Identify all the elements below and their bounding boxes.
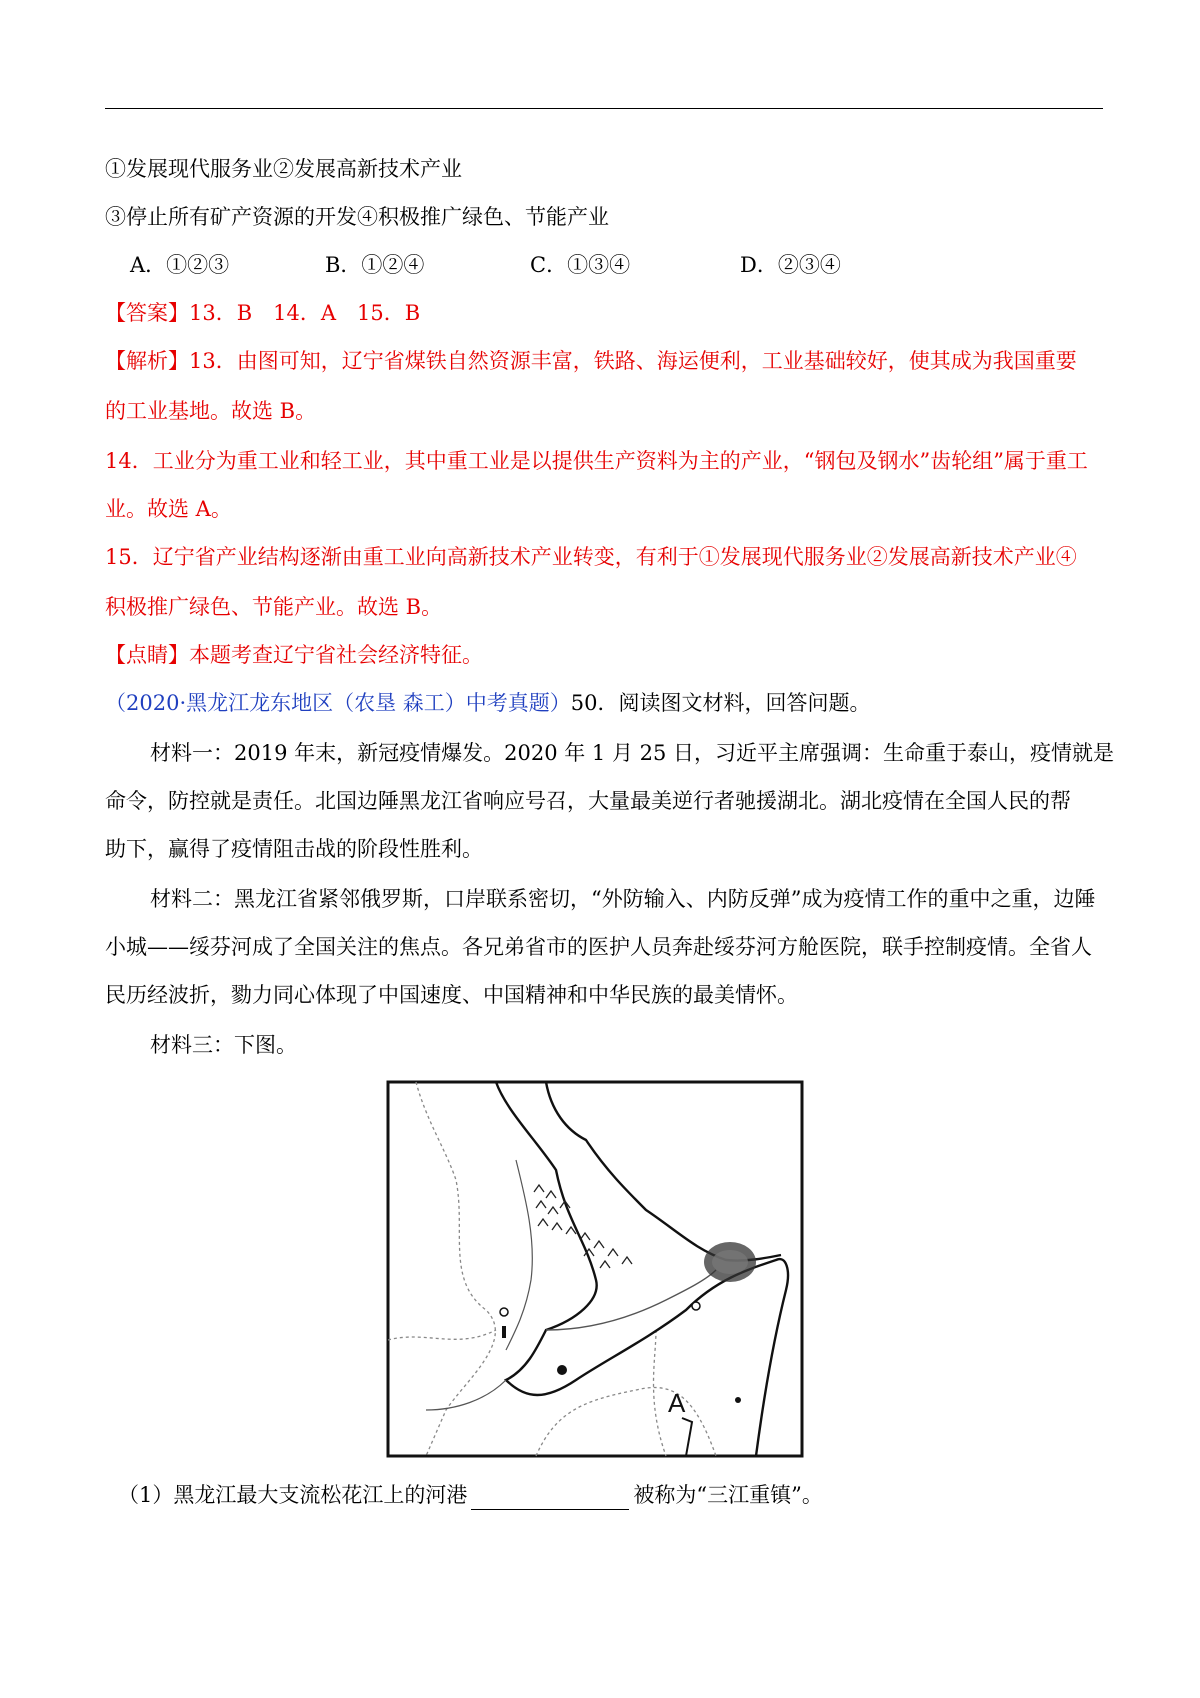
comment-label: 【点睛】 (105, 643, 189, 667)
material-1-line-2: 命令，防控就是责任。北国边陲黑龙江省响应号召，大量最美逆行者驰援湖北。湖北疫情在全国人民的帮 (105, 789, 1071, 813)
map-label-a: A (668, 1388, 686, 1418)
choice-a: A．①②③ (130, 253, 230, 277)
material-2-line-3: 民历经波折，勠力同心体现了中国速度、中国精神和中华民族的最美情怀。 (105, 983, 798, 1007)
material-3-line: 材料三：下图。 (150, 1033, 297, 1057)
sub-question-1 (118, 1480, 823, 1510)
answer-label: 【答案】 (105, 301, 189, 325)
material-2-line-1: 材料二：黑龙江省紧邻俄罗斯，口岸联系密切，“外防输入、内防反弹”成为疫情工作的重中之重，边陲 (150, 887, 1096, 911)
comment-text: 本题考查辽宁省社会经济特征。 (189, 643, 483, 667)
analysis-14a: 14．工业分为重工业和轻工业，其中重工业是以提供生产资料为主的产业，“钢包及钢水”齿轮组”属于重工 (105, 449, 1088, 473)
choice-b: B．①②④ (325, 253, 425, 277)
sub-question-1-part-a: （1）黑龙江最大支流松花江上的河港 (118, 1483, 468, 1507)
answer-blank[interactable] (471, 1487, 629, 1510)
material-2-line-2: 小城——绥芬河成了全国关注的焦点。各兄弟省市的医护人员奔赴绥芬河方舱医院，联手控制疫情。全省人 (105, 935, 1092, 959)
material-1-line-3: 助下，赢得了疫情阻击战的阶段性胜利。 (105, 837, 483, 861)
option-line-2: ③停止所有矿产资源的开发④积极推广绿色、节能产业 (105, 205, 609, 229)
heilongjiang-map (386, 1080, 804, 1458)
analysis-15b: 积极推广绿色、节能产业。故选 B。 (105, 595, 443, 619)
analysis-line-1 (105, 346, 1077, 376)
question-text: 50．阅读图文材料，回答问题。 (570, 691, 871, 715)
question-source: （2020·黑龙江龙东地区（农垦 森工）中考真题） (105, 691, 571, 715)
analysis-13b: 的工业基地。故选 B。 (105, 399, 317, 423)
analysis-13a: 13．由图可知，辽宁省煤铁自然资源丰富，铁路、海运便利，工业基础较好，使其成为我国重要 (189, 349, 1077, 373)
sub-question-1-part-b: 被称为“三江重镇”。 (633, 1483, 823, 1507)
material-1-line-1: 材料一：2019 年末，新冠疫情爆发。2020 年 1 月 25 日，习近平主席强调：生命重于泰山，疫情就是 (150, 741, 1115, 765)
header-rule (105, 108, 1103, 109)
question-50-line (105, 688, 871, 718)
choice-d: D．②③④ (740, 253, 841, 277)
option-line-1: ①发展现代服务业②发展高新技术产业 (105, 157, 462, 181)
analysis-14b: 业。故选 A。 (105, 497, 232, 521)
analysis-label: 【解析】 (105, 349, 189, 373)
comment-line (105, 640, 483, 670)
analysis-15a: 15．辽宁省产业结构逐渐由重工业向高新技术产业转变，有利于①发展现代服务业②发展高新技术产业④ (105, 545, 1077, 569)
answer-text: 13．B 14．A 15．B (189, 301, 421, 325)
answer-line (105, 298, 420, 328)
map-figure (386, 1080, 804, 1458)
choice-c: C．①③④ (530, 253, 631, 277)
